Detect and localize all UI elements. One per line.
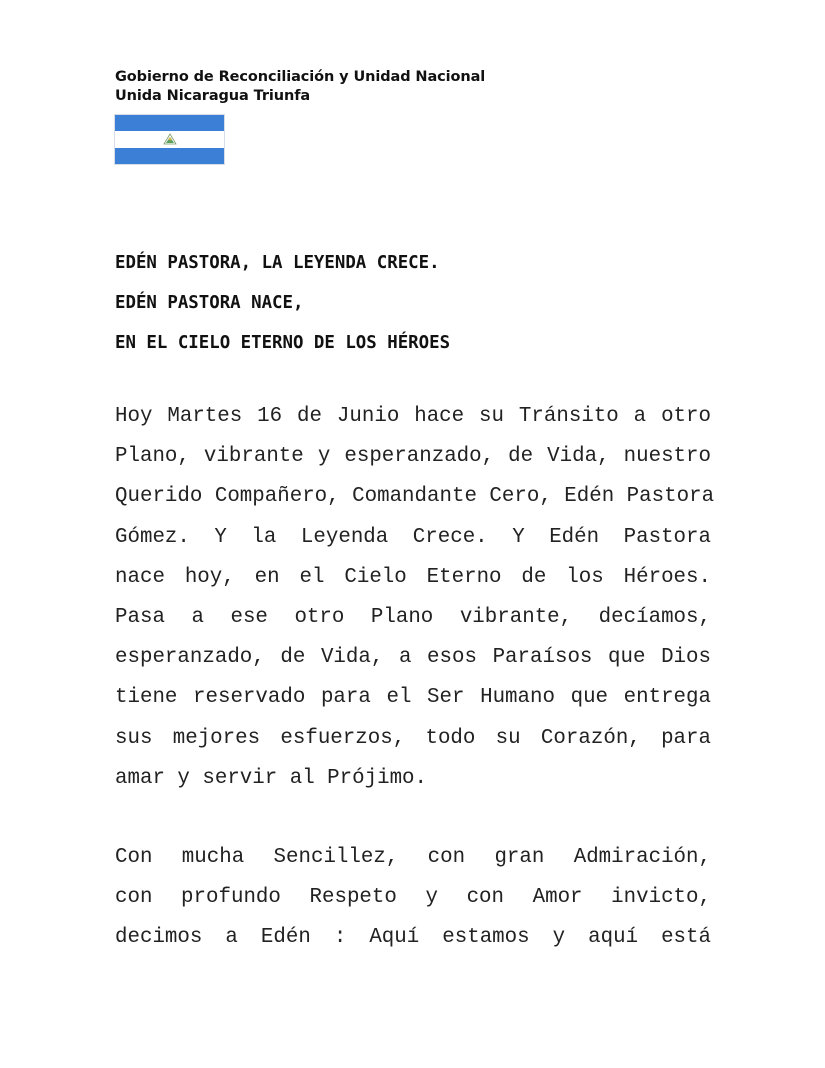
text-line: decimos a Edén : Aquí estamos y aquí está	[115, 926, 711, 950]
text-line: Querido Compañero, Comandante Cero, Edén Pastora	[115, 485, 715, 509]
government-header	[115, 68, 485, 106]
text-line: sus mejores esfuerzos, todo su Corazón, para	[115, 726, 711, 750]
text-line: esperanzado, de Vida, a esos Paraísos que Dios	[115, 646, 711, 670]
nicaragua-flag-image	[114, 114, 225, 165]
title-line-3: EN EL CIELO ETERNO DE LOS HÉROES	[115, 333, 451, 353]
coat-of-arms-icon	[163, 133, 177, 145]
text-line: amar y servir al Prójimo.	[115, 766, 428, 790]
government-name: Gobierno de Reconciliación y Unidad Nacional	[115, 69, 486, 85]
flag-top-stripe	[115, 115, 224, 131]
flag-bottom-stripe	[115, 148, 224, 164]
text-line: Plano, vibrante y esperanzado, de Vida, nuestro	[115, 445, 711, 469]
text-line: nace hoy, en el Cielo Eterno de los Héroes.	[115, 565, 711, 589]
document-title	[115, 243, 450, 363]
flag-middle-stripe	[115, 131, 224, 147]
body-paragraph-1	[115, 397, 715, 799]
text-line: con profundo Respeto y con Amor invicto,	[115, 886, 711, 910]
text-line: Pasa a ese otro Plano vibrante, decíamos,	[115, 606, 711, 630]
title-line-2: EDÉN PASTORA NACE,	[115, 293, 304, 313]
text-line: Gómez. Y la Leyenda Crece. Y Edén Pastora	[115, 525, 711, 549]
text-line: Con mucha Sencillez, con gran Admiración,	[115, 846, 711, 869]
title-line-1: EDÉN PASTORA, LA LEYENDA CRECE.	[115, 253, 440, 273]
text-line: tiene reservado para el Ser Humano que entrega	[115, 686, 711, 710]
body-paragraph-2	[115, 838, 711, 959]
text-line: Hoy Martes 16 de Junio hace su Tránsito a otro	[115, 405, 711, 428]
government-slogan: Unida Nicaragua Triunfa	[115, 88, 311, 104]
